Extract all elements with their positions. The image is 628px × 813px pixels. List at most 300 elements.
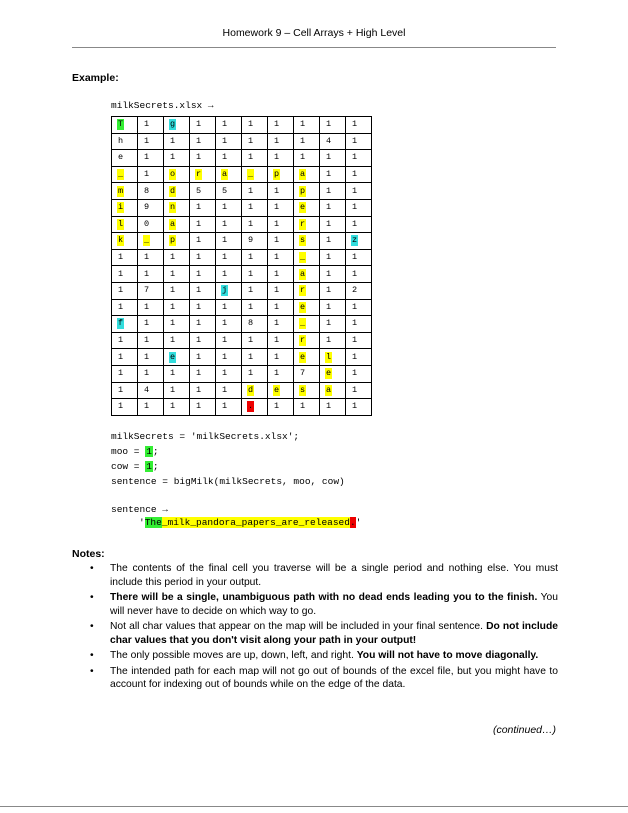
grid-cell-value: 1	[352, 351, 358, 362]
grid-cell-value: 4	[144, 384, 150, 395]
grid-cell	[216, 199, 242, 216]
grid-row	[112, 399, 372, 416]
grid-cell	[112, 382, 138, 399]
grid-cell-value: 1	[170, 152, 176, 163]
grid-cell-value: 1	[196, 202, 202, 213]
grid-cell	[346, 183, 372, 200]
grid-cell	[138, 133, 164, 150]
grid-cell-value: 0	[144, 218, 150, 229]
grid-cell-value: 9	[144, 202, 150, 213]
grid-cell-value: 8	[248, 318, 254, 329]
grid-cell-value: 1	[248, 351, 254, 362]
grid-cell	[320, 199, 346, 216]
grid-cell	[190, 183, 216, 200]
grid-cell	[294, 249, 320, 266]
grid-cell	[112, 133, 138, 150]
grid-cell	[320, 316, 346, 333]
grid-cell-value: 1	[118, 285, 124, 296]
grid-cell-value: 4	[326, 135, 332, 146]
grid-cell	[242, 282, 268, 299]
grid-row	[112, 150, 372, 167]
grid-cell	[164, 249, 190, 266]
grid-cell	[164, 183, 190, 200]
grid-cell	[320, 365, 346, 382]
grid-cell	[112, 117, 138, 134]
grid-cell-value: 1	[222, 152, 228, 163]
grid-cell	[138, 349, 164, 366]
grid-cell	[242, 399, 268, 416]
grid-cell-value: 1	[352, 218, 358, 229]
grid-cell-value: 1	[326, 218, 332, 229]
grid-cell	[216, 133, 242, 150]
grid-cell	[190, 199, 216, 216]
grid-cell	[294, 316, 320, 333]
grid-cell-value: 1	[248, 368, 254, 379]
grid-cell-value: 1	[144, 268, 150, 279]
grid-cell-value: 1	[170, 318, 176, 329]
grid-cell	[320, 299, 346, 316]
grid-cell	[216, 233, 242, 250]
grid-cell-value: h	[118, 135, 124, 146]
code-block	[111, 429, 345, 489]
grid-cell	[320, 216, 346, 233]
moo-semicolon: ;	[152, 446, 159, 457]
grid-cell-value: 1	[248, 252, 254, 263]
grid-cell	[320, 133, 346, 150]
grid-cell-value: 1	[326, 119, 332, 130]
sentence-label: sentence →	[111, 504, 169, 515]
grid-cell	[320, 117, 346, 134]
grid-cell	[346, 249, 372, 266]
grid-cell	[112, 282, 138, 299]
grid-cell	[242, 216, 268, 233]
grid-cell	[346, 316, 372, 333]
grid-cell-value: 1	[326, 202, 332, 213]
grid-row	[112, 316, 372, 333]
grid-cell	[112, 166, 138, 183]
grid-cell-value: 1	[222, 351, 228, 362]
grid-cell-value: 1	[144, 301, 150, 312]
grid-cell	[320, 233, 346, 250]
grid-cell	[242, 316, 268, 333]
grid-cell	[164, 282, 190, 299]
grid-cell-value: 1	[326, 235, 332, 246]
grid-cell	[112, 332, 138, 349]
grid-cell-value: _	[300, 252, 306, 263]
grid-cell	[112, 349, 138, 366]
notes-label: Notes:	[72, 548, 105, 560]
grid-cell-value: 1	[222, 301, 228, 312]
grid-cell	[138, 282, 164, 299]
moo-prefix: moo =	[111, 446, 146, 457]
grid-cell-value: 1	[118, 335, 124, 346]
grid-cell-value: 1	[144, 318, 150, 329]
grid-cell-value: 1	[144, 252, 150, 263]
grid-cell	[294, 282, 320, 299]
note-text: The contents of the final cell you traverse will be a single period and nothing else. You must include this period in your output.	[110, 563, 558, 588]
grid-cell-value: 1	[196, 135, 202, 146]
grid-cell-value: 1	[352, 152, 358, 163]
grid-cell-value: _	[300, 318, 306, 329]
grid-cell	[268, 166, 294, 183]
note-text-bold: Do not include char values that you don't visit along your path in your output!	[110, 621, 558, 646]
grid-cell-value: a	[300, 169, 306, 180]
grid-cell-value: m	[118, 185, 124, 196]
grid-cell	[294, 332, 320, 349]
grid-cell	[242, 183, 268, 200]
grid-cell-value: 1	[170, 301, 176, 312]
grid-cell	[138, 266, 164, 283]
grid-cell-value: e	[274, 384, 280, 395]
grid-cell-value: 1	[274, 368, 280, 379]
grid-cell	[346, 282, 372, 299]
grid-cell-value: 1	[222, 368, 228, 379]
grid-cell	[242, 349, 268, 366]
grid-row	[112, 166, 372, 183]
note-item	[72, 649, 558, 663]
grid-cell	[138, 399, 164, 416]
grid-cell-value: 1	[170, 368, 176, 379]
grid-cell	[320, 382, 346, 399]
grid-cell-value: 1	[248, 119, 254, 130]
grid-cell-value: 1	[300, 119, 306, 130]
grid-cell-value: s	[300, 384, 306, 395]
grid-cell	[216, 399, 242, 416]
grid-cell-value: 1	[118, 252, 124, 263]
sentence-end: .	[349, 517, 356, 528]
grid-cell	[112, 316, 138, 333]
note-item	[72, 562, 558, 589]
grid-cell-value: 1	[222, 252, 228, 263]
grid-cell-value: 1	[352, 318, 358, 329]
grid-cell-value: 1	[300, 135, 306, 146]
grid-cell	[242, 150, 268, 167]
grid-cell	[294, 117, 320, 134]
grid-cell	[216, 183, 242, 200]
cow-prefix: cow =	[111, 461, 146, 472]
file-label: milkSecrets.xlsx →	[111, 100, 214, 111]
grid-cell-value: e	[300, 301, 306, 312]
grid-cell-value: e	[300, 351, 306, 362]
grid-cell-value: g	[170, 119, 176, 130]
note-text: You will never have to decide on which way to go.	[110, 592, 558, 617]
grid-cell	[216, 382, 242, 399]
sentence-body: _milk_pandora_papers_are_released	[161, 517, 350, 528]
grid-cell-value: 1	[274, 401, 280, 412]
grid-cell	[112, 233, 138, 250]
grid-cell-value: 1	[170, 268, 176, 279]
code-line-milksecrets: milkSecrets = 'milkSecrets.xlsx';	[111, 431, 300, 442]
grid-cell-value: 1	[222, 384, 228, 395]
grid-cell-value: r	[196, 169, 202, 180]
grid-cell	[320, 249, 346, 266]
grid-cell-value: 1	[144, 152, 150, 163]
grid-cell-value: 1	[144, 368, 150, 379]
grid-cell	[320, 349, 346, 366]
grid-cell	[216, 349, 242, 366]
grid-cell	[216, 266, 242, 283]
notes-list	[72, 562, 558, 694]
grid-cell-value: 1	[326, 169, 332, 180]
grid-cell-value: 1	[352, 202, 358, 213]
grid-cell	[190, 249, 216, 266]
grid-cell	[216, 249, 242, 266]
grid-cell	[216, 282, 242, 299]
grid-cell	[346, 299, 372, 316]
grid-cell-value: a	[170, 218, 176, 229]
grid-cell-value: e	[118, 152, 124, 163]
grid-cell-value: 1	[170, 384, 176, 395]
grid-cell-value: 7	[144, 285, 150, 296]
grid-cell-value: 1	[352, 185, 358, 196]
grid-cell	[268, 282, 294, 299]
grid-cell-value: p	[300, 185, 306, 196]
grid-cell	[346, 349, 372, 366]
grid-cell	[164, 266, 190, 283]
grid-cell	[346, 266, 372, 283]
grid-cell-value: 1	[274, 152, 280, 163]
moo-value: 1	[146, 446, 152, 457]
grid-cell	[138, 117, 164, 134]
grid-row	[112, 365, 372, 382]
grid-cell	[268, 117, 294, 134]
grid-cell-value: a	[326, 384, 332, 395]
grid-cell-value: 2	[352, 285, 358, 296]
grid-cell	[242, 382, 268, 399]
grid-cell	[112, 183, 138, 200]
grid-cell-value: e	[326, 368, 332, 379]
grid-cell-value: 1	[352, 135, 358, 146]
grid-cell	[216, 316, 242, 333]
grid-cell	[346, 332, 372, 349]
grid-cell	[268, 349, 294, 366]
grid-cell	[268, 233, 294, 250]
grid-cell	[346, 365, 372, 382]
grid-cell-value: 1	[274, 119, 280, 130]
grid-cell	[294, 199, 320, 216]
grid-cell-value: o	[170, 169, 176, 180]
grid-cell	[112, 216, 138, 233]
grid-cell-value: 1	[196, 384, 202, 395]
grid-cell-value: 1	[300, 401, 306, 412]
grid-cell-value: 1	[222, 119, 228, 130]
grid-cell	[320, 166, 346, 183]
grid-cell	[190, 117, 216, 134]
grid-cell	[190, 150, 216, 167]
grid-cell-value: i	[118, 202, 124, 213]
grid-cell-value: n	[170, 202, 176, 213]
grid-cell	[138, 365, 164, 382]
grid-cell	[164, 299, 190, 316]
grid-cell	[294, 216, 320, 233]
grid-cell-value: 1	[248, 335, 254, 346]
grid-cell-value: k	[118, 235, 124, 246]
grid-cell	[190, 233, 216, 250]
grid-cell-value: d	[248, 384, 254, 395]
grid-cell	[294, 266, 320, 283]
grid-cell	[112, 249, 138, 266]
grid-cell	[320, 399, 346, 416]
grid-cell-value: 1	[144, 351, 150, 362]
grid-cell	[268, 399, 294, 416]
grid-cell-value: 1	[274, 135, 280, 146]
grid-cell-value: a	[222, 169, 228, 180]
grid-cell-value: 1	[196, 285, 202, 296]
grid-cell-value: 1	[118, 384, 124, 395]
grid-cell-value: l	[118, 218, 124, 229]
grid-cell-value: 1	[222, 401, 228, 412]
grid-cell-value: 1	[248, 268, 254, 279]
grid-cell	[346, 199, 372, 216]
grid-cell-value: 1	[352, 252, 358, 263]
sentence-value	[139, 517, 361, 528]
grid-row	[112, 199, 372, 216]
grid-cell	[346, 382, 372, 399]
grid-cell-value: 1	[144, 169, 150, 180]
grid-cell	[164, 117, 190, 134]
grid-cell	[294, 349, 320, 366]
bullet-icon: •	[90, 665, 94, 677]
grid-cell-value: 1	[196, 368, 202, 379]
grid-cell	[268, 216, 294, 233]
grid-cell	[190, 349, 216, 366]
grid-cell	[164, 199, 190, 216]
grid-cell	[216, 166, 242, 183]
continued-label: (continued…)	[492, 724, 556, 736]
grid-cell-value: e	[170, 351, 176, 362]
grid-cell-value: 1	[118, 301, 124, 312]
grid-cell-value: 1	[326, 252, 332, 263]
grid-cell	[268, 299, 294, 316]
grid-cell-value: 1	[222, 135, 228, 146]
grid-cell	[294, 150, 320, 167]
grid-cell-value: s	[300, 235, 306, 246]
note-text-bold: There will be a single, unambiguous path with no dead ends leading you to the finish.	[110, 592, 538, 603]
grid-cell-value: r	[300, 335, 306, 346]
grid-cell-value: _	[118, 169, 124, 180]
grid-cell	[294, 133, 320, 150]
grid-cell	[242, 266, 268, 283]
grid-cell-value: 1	[196, 119, 202, 130]
grid-cell	[164, 216, 190, 233]
code-line-sentence-call: sentence = bigMilk(milkSecrets, moo, cow)	[111, 476, 345, 487]
grid-cell	[346, 150, 372, 167]
grid-cell-value: r	[300, 218, 306, 229]
grid-cell-value: 1	[222, 218, 228, 229]
grid-cell-value: 1	[248, 202, 254, 213]
grid-cell	[268, 382, 294, 399]
grid-cell	[112, 199, 138, 216]
grid-cell-value: 1	[170, 401, 176, 412]
grid-cell	[164, 332, 190, 349]
grid-cell-value: 1	[170, 285, 176, 296]
grid-cell	[190, 266, 216, 283]
grid-cell-value: 1	[326, 152, 332, 163]
grid-cell	[138, 150, 164, 167]
note-item	[72, 620, 558, 647]
grid-cell	[242, 233, 268, 250]
grid-cell	[294, 166, 320, 183]
grid-cell	[294, 365, 320, 382]
note-text: Not all char values that appear on the map will be included in your final sentence.	[110, 621, 487, 632]
grid-cell	[346, 233, 372, 250]
grid-cell	[216, 332, 242, 349]
grid-cell-value: 9	[248, 235, 254, 246]
grid-cell-value: 1	[326, 185, 332, 196]
grid-cell	[164, 233, 190, 250]
grid-cell-value: 5	[222, 185, 228, 196]
sentence-start: The	[144, 517, 162, 528]
page-header-title: Homework 9 – Cell Arrays + High Level	[222, 27, 406, 39]
grid-cell	[320, 282, 346, 299]
grid-cell-value: 1	[352, 169, 358, 180]
grid-cell-value: a	[300, 268, 306, 279]
grid-cell-value: 1	[274, 185, 280, 196]
grid-cell-value: 1	[196, 218, 202, 229]
sentence-open-quote: '	[139, 517, 145, 528]
grid-cell	[268, 199, 294, 216]
grid-cell	[138, 166, 164, 183]
grid-cell	[138, 316, 164, 333]
grid-row	[112, 249, 372, 266]
grid-cell-value: 1	[222, 235, 228, 246]
grid-cell-value: 1	[248, 152, 254, 163]
grid-cell-value: 1	[274, 318, 280, 329]
grid-cell	[268, 249, 294, 266]
note-text-bold: You will not have to move diagonally.	[356, 650, 539, 661]
grid-cell-value: 1	[326, 335, 332, 346]
grid-cell-value: 1	[144, 335, 150, 346]
grid-cell	[268, 316, 294, 333]
grid-row	[112, 332, 372, 349]
bullet-icon: •	[90, 650, 94, 661]
grid-cell	[242, 249, 268, 266]
grid-cell-value: f	[118, 318, 124, 329]
grid-cell-value: z	[352, 235, 358, 246]
grid-cell	[164, 349, 190, 366]
grid-cell	[242, 332, 268, 349]
grid-cell	[190, 365, 216, 382]
grid-cell	[190, 382, 216, 399]
grid-row	[112, 382, 372, 399]
grid-cell-value: _	[248, 169, 254, 180]
grid-cell	[320, 150, 346, 167]
grid-cell-value: e	[300, 202, 306, 213]
grid-cell-value: d	[170, 185, 176, 196]
footer-rule	[0, 806, 628, 807]
example-label: Example:	[72, 72, 119, 84]
grid-cell-value: 1	[222, 268, 228, 279]
grid-cell-value: 1	[196, 318, 202, 329]
grid-cell-value: 1	[170, 135, 176, 146]
grid-cell	[138, 199, 164, 216]
grid-row	[112, 183, 372, 200]
grid-cell-value: 1	[248, 301, 254, 312]
grid-cell	[138, 382, 164, 399]
grid-cell-value: 1	[118, 268, 124, 279]
code-line-moo	[111, 444, 345, 459]
grid-cell	[190, 332, 216, 349]
grid-cell-value: 1	[222, 202, 228, 213]
header-rule	[72, 47, 556, 48]
grid-cell	[112, 150, 138, 167]
grid-cell	[242, 166, 268, 183]
grid-cell-value: 1	[222, 318, 228, 329]
grid-cell-value: 1	[196, 268, 202, 279]
grid-row	[112, 299, 372, 316]
grid-row	[112, 349, 372, 366]
grid-cell	[346, 216, 372, 233]
